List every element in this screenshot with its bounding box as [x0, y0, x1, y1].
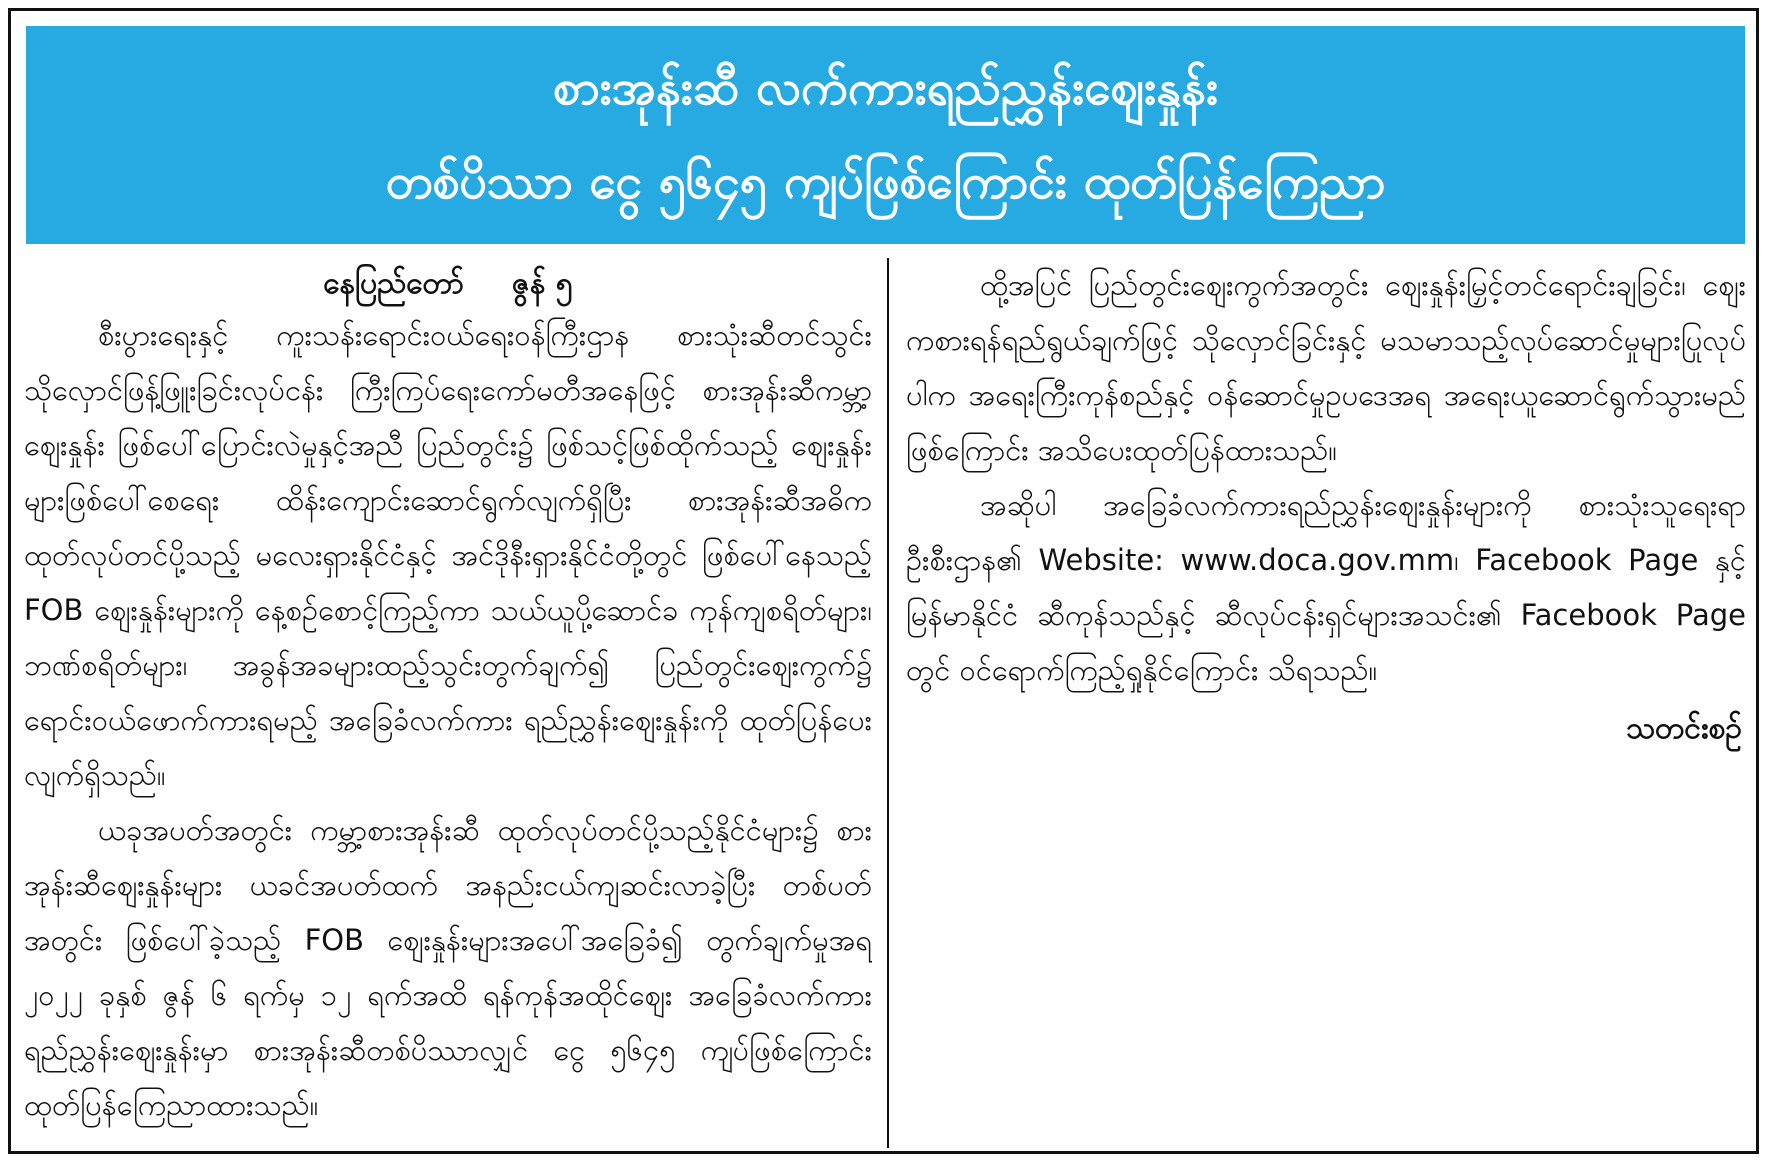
column-divider — [887, 258, 889, 1148]
byline: သတင်းစဉ် — [1626, 711, 1742, 746]
article-paragraph-2: ယခုအပတ်အတွင်း ကမ္ဘာ့စားအုန်းဆီ ထုတ်လုပ်တင်ပို့သည့်နိုင်ငံများ၌ စားအုန်းဆီဈေးနှုန်းများ ယခင်အပတ်ထက် အနည်းငယ်ကျဆင်းလာခဲ့ပြီး တစ်ပတ်အတွင်း ဖြစ်ပေါ်ခဲ့သည့် FOB ဈေးနှုန်းများအပေါ်အခြေခံ၍ တွက်ချက်မှုအရ ၂၀၂၂ ခုနှစ် ဇွန် ၆ ရက်မှ ၁၂ ရက်အထိ ရန်ကုန်အထိုင်ဈေး အခြေခံလက်ကား ရည်ညွှန်းဈေးနှုန်းမှာ စားအုန်းဆီတစ်ပိဿာလျှင် ငွေ ၅၆၄၅ ကျပ်ဖြစ်ကြောင်း ထုတ်ပြန်ကြေညာထားသည်။ — [24, 813, 872, 1122]
headline-line-2: တစ်ပိဿာ ငွေ ၅၆၄၅ ကျပ်ဖြစ်ကြောင်း ထုတ်ပြန်ကြေညာ — [385, 154, 1386, 210]
dateline-date: ဇွန် ၅ — [512, 266, 573, 301]
dateline — [24, 258, 872, 308]
headline-line-1: စားအုန်းဆီ လက်ကားရည်ညွှန်းဈေးနှုန်း — [552, 60, 1219, 116]
dateline-place: နေပြည်တော် — [323, 266, 465, 301]
article-column-right — [906, 258, 1746, 1148]
headline-banner — [26, 26, 1745, 244]
article-paragraph-4: အဆိုပါ အခြေခံလက်ကားရည်ညွှန်းဈေးနှုန်းများကို စားသုံးသူရေးရာဦးစီးဌာန၏ Website: www.doca.gov.mm၊ Facebook Page နှင့် မြန်မာနိုင်ငံ ဆီကုန်သည်နှင့် ဆီလုပ်ငန်းရှင်များအသင်း၏ Facebook Page တွင် ဝင်ရောက်ကြည့်ရှုနိုင်ကြောင်း သိရသည်။ — [906, 488, 1746, 687]
article-paragraph-3: ထို့အပြင် ပြည်တွင်းဈေးကွက်အတွင်း ဈေးနှုန်းမြှင့်တင်ရောင်းချခြင်း၊ ဈေးကစားရန်ရည်ရွယ်ချက်ဖြင့် သိုလှောင်ခြင်းနှင့် မသမာသည့်လုပ်ဆောင်မှုများပြုလုပ်ပါက အရေးကြီးကုန်စည်နှင့် ဝန်ဆောင်မှုဥပဒေအရ အရေးယူဆောင်ရွက်သွားမည်ဖြစ်ကြောင်း အသိပေးထုတ်ပြန်ထားသည်။ — [906, 268, 1746, 467]
article-column-left — [24, 258, 872, 1148]
article-paragraph-1: စီးပွားရေးနှင့် ကူးသန်းရောင်းဝယ်ရေးဝန်ကြီးဌာန စားသုံးဆီတင်သွင်းသိုလှောင်ဖြန့်ဖြူးခြင်းလုပ်ငန်း ကြီးကြပ်ရေးကော်မတီအနေဖြင့် စားအုန်းဆီကမ္ဘာ့ဈေးနှုန်း ဖြစ်ပေါ်ပြောင်းလဲမှုနှင့်အညီ ပြည်တွင်း၌ ဖြစ်သင့်ဖြစ်ထိုက်သည့် ဈေးနှုန်းများဖြစ်ပေါ်စေရေး ထိန်းကျောင်းဆောင်ရွက်လျက်ရှိပြီး စားအုန်းဆီအဓိကထုတ်လုပ်တင်ပို့သည့် မလေးရှားနိုင်ငံနှင့် အင်ဒိုနီးရှားနိုင်ငံတို့တွင် ဖြစ်ပေါ်နေသည့် FOB ဈေးနှုန်းများကို နေ့စဉ်စောင့်ကြည့်ကာ သယ်ယူပို့ဆောင်ခ ကုန်ကျစရိတ်များ၊ ဘဏ်စရိတ်များ၊ အခွန်အခများထည့်သွင်းတွက်ချက်၍ ပြည်တွင်းဈေးကွက်၌ ရောင်းဝယ်ဖောက်ကားရမည့် အခြေခံလက်ကား ရည်ညွှန်းဈေးနှုန်းကို ထုတ်ပြန်ပေးလျက်ရှိသည်။ — [24, 318, 872, 792]
